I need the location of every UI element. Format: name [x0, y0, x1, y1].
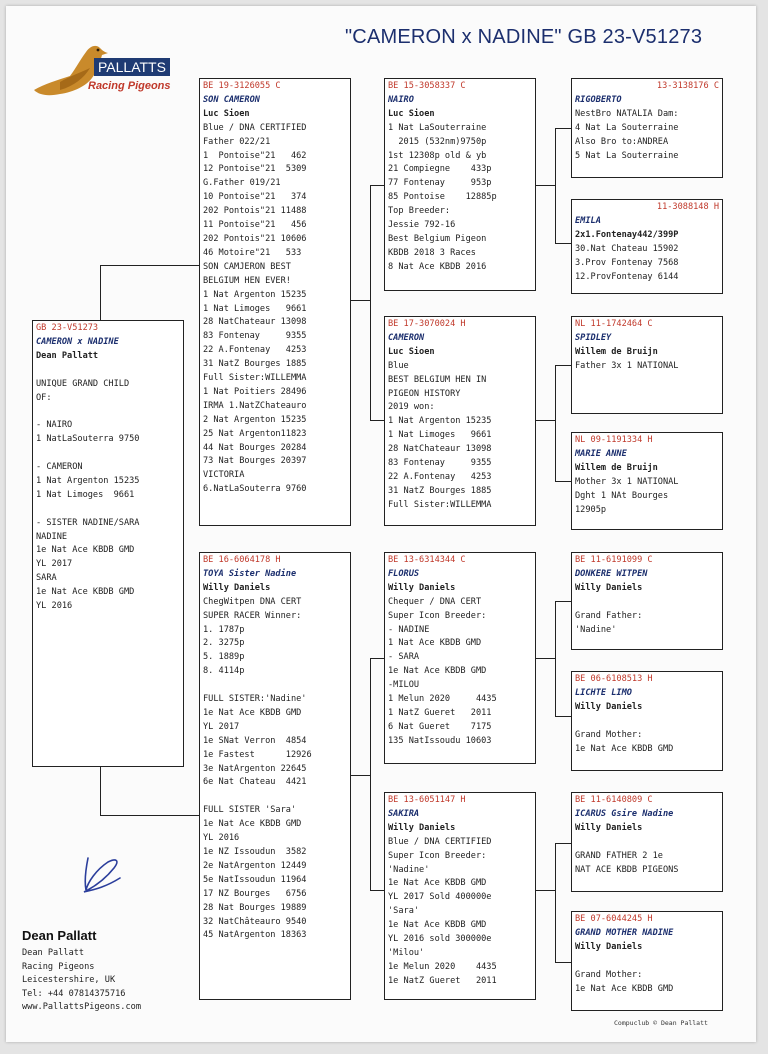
- achievement-line: 45 NatArgenton 18363: [203, 930, 307, 941]
- connector-line: [555, 601, 556, 717]
- contact-line: Leicestershire, UK: [22, 975, 116, 985]
- ring-number: NL 11-1742464 C: [575, 319, 653, 329]
- achievement-line: 1e Nat Ace KBDB GMD: [575, 743, 674, 754]
- achievement-line: 85 Pontoise 12885p: [388, 192, 497, 203]
- achievement-line: VICTORIA: [203, 470, 245, 481]
- achievement-line: YL 2016 sold 300000e: [388, 934, 492, 945]
- achievement-line: 8 Nat Ace KBDB 2016: [388, 261, 487, 272]
- dam-card: [199, 552, 351, 1000]
- dam-dam-sire-card: [571, 792, 723, 892]
- dam-sire-dam-card: [571, 671, 723, 771]
- achievement-line: Grand Father:: [575, 610, 643, 621]
- sire-sire-card: [384, 78, 536, 291]
- achievement-line: IRMA 1.NatZChateauro: [203, 400, 307, 411]
- dam-dam-dam-card: [571, 911, 723, 1011]
- connector-line: [555, 962, 572, 963]
- achievement-line: Best Belgium Pigeon: [388, 233, 487, 244]
- sire-dam-dam-card: [571, 432, 723, 530]
- footer-credit: Compuclub © Dean Pallatt: [614, 1019, 708, 1027]
- achievement-line: NestBro NATALIA Dam:: [575, 108, 679, 119]
- connector-line: [100, 265, 200, 266]
- achievement-line: 1 Nat Poitiers 28496: [203, 386, 307, 397]
- connector-line: [555, 365, 572, 366]
- connector-line: [350, 775, 370, 776]
- achievement-line: 1 Nat LaSouterraine: [388, 122, 487, 133]
- achievement-line: 22 A.Fontenay 4253: [388, 471, 492, 482]
- achievement-line: 1e Nat Ace KBDB GMD: [36, 587, 135, 598]
- owner-name: Luc Sioen: [203, 108, 250, 119]
- achievement-line: PIGEON HISTORY: [388, 388, 461, 399]
- pedigree-title: "CAMERON x NADINE" GB 23-V51273: [345, 26, 703, 48]
- ring-number: GB 23-V51273: [36, 323, 99, 333]
- achievement-line: 1e Melun 2020 4435: [388, 961, 497, 972]
- achievement-line: 46 Motoire"21 533: [203, 247, 302, 258]
- connector-line: [100, 766, 101, 816]
- connector-line: [370, 890, 385, 891]
- achievement-line: 3e NatArgenton 22645: [203, 763, 307, 774]
- achievement-line: 'Sara': [388, 906, 420, 917]
- achievement-line: 10 Pontoise"21 374: [203, 192, 307, 203]
- sire-sire-sire-card: [571, 78, 723, 178]
- achievement-line: 2019 won:: [388, 402, 435, 413]
- achievement-line: [575, 715, 719, 729]
- achievement-line: 1 Pontoise"21 462: [203, 150, 307, 161]
- achievement-line: 202 Pontois"21 10606: [203, 233, 307, 244]
- owner-name: Luc Sioen: [388, 108, 435, 119]
- achievement-line: 1 Melun 2020 4435: [388, 694, 497, 705]
- achievement-line: GRAND FATHER 2 1e: [575, 850, 663, 861]
- connector-line: [350, 300, 370, 301]
- achievement-line: 4 Nat La Souterraine: [575, 122, 679, 133]
- achievement-line: 1e Nat Ace KBDB GMD: [36, 545, 135, 556]
- achievement-line: Father 022/21: [203, 136, 271, 147]
- achievement-line: 31 NatZ Bourges 1885: [203, 359, 307, 370]
- achievement-line: 1 Nat Limoges 9661: [388, 430, 492, 441]
- achievement-line: 1e NZ Issoudun 3582: [203, 847, 307, 857]
- contact-line: Tel: +44 07814375716: [22, 988, 126, 999]
- signature: [76, 848, 126, 898]
- owner-name: Willy Daniels: [575, 701, 643, 712]
- achievement-line: 2. 3275p: [203, 638, 245, 649]
- achievement-line: 17 NZ Bourges 6756: [203, 888, 307, 899]
- pigeon-name: EMILA: [575, 215, 601, 226]
- pigeon-name: LICHTE LIMO: [575, 687, 632, 698]
- achievement-line: 1e Fastest 12926: [203, 749, 312, 760]
- achievement-line: - SISTER NADINE/SARA: [36, 517, 140, 528]
- achievement-line: 1e Nat Ace KBDB GMD: [388, 920, 487, 931]
- achievement-line: 1e Nat Ace KBDB GMD: [388, 878, 487, 889]
- achievement-line: UNIQUE GRAND CHILD: [36, 378, 130, 389]
- owner-name: Willem de Bruijn: [575, 462, 658, 473]
- pigeon-name: TOYA Sister Nadine: [203, 568, 297, 579]
- achievement-line: 44 Nat Bourges 20284: [203, 442, 307, 453]
- achievement-line: 6 Nat Gueret 7175: [388, 721, 492, 732]
- achievement-line: 135 NatIssoudu 10603: [388, 735, 492, 746]
- pigeon-name: RIGOBERTO: [575, 94, 622, 105]
- achievement-line: 32 NatChâteauro 9540: [203, 916, 307, 927]
- achievement-line: 'Milou': [388, 947, 425, 958]
- achievement-line: Blue / DNA CERTIFIED: [203, 122, 307, 133]
- achievement-line: SUPER RACER Winner:: [203, 610, 302, 621]
- achievement-line: KBDB 2018 3 Races: [388, 247, 476, 258]
- achievement-line: 1 Nat Limoges 9661: [36, 489, 135, 500]
- contact-block: [22, 928, 141, 1015]
- achievement-line: 28 Nat Bourges 19889: [203, 902, 307, 913]
- ring-number: 11-3088148 H: [656, 202, 719, 212]
- achievement-line: 202 Pontois"21 11488: [203, 206, 307, 217]
- connector-line: [370, 658, 371, 891]
- connector-line: [535, 890, 555, 891]
- ring-number: BE 11-6191099 C: [575, 555, 653, 565]
- achievement-line: [36, 405, 180, 419]
- connector-line: [100, 815, 200, 816]
- achievement-line: 83 Fontenay 9355: [203, 331, 307, 342]
- achievement-line: -MILOU: [388, 680, 420, 691]
- pigeon-name: CAMERON: [388, 332, 425, 343]
- pigeon-name: GRAND MOTHER NADINE: [575, 927, 674, 938]
- achievement-line: 8. 4114p: [203, 666, 245, 677]
- achievement-line: YL 2017: [203, 721, 240, 732]
- achievement-line: Super Icon Breeder:: [388, 610, 487, 621]
- pigeon-name: ICARUS Gsire Nadine: [575, 808, 674, 819]
- achievement-line: 1e SNat Verron 4854: [203, 735, 307, 746]
- achievement-line: [36, 503, 180, 517]
- achievement-line: Full Sister:WILLEMMA: [388, 499, 492, 510]
- achievement-line: FULL SISTER:'Nadine': [203, 694, 307, 705]
- achievement-line: Top Breeder:: [388, 206, 451, 217]
- connector-line: [370, 185, 385, 186]
- connector-line: [535, 658, 555, 659]
- achievement-line: 2 Nat Argenton 15235: [203, 414, 307, 425]
- achievement-line: 1 Nat Argenton 15235: [36, 475, 140, 486]
- achievement-line: [575, 596, 719, 610]
- website-link[interactable]: www.PallattsPigeons.com: [22, 1002, 141, 1012]
- connector-line: [555, 843, 572, 844]
- contact-line: Dean Pallatt: [22, 948, 85, 958]
- owner-name: Willy Daniels: [575, 822, 643, 833]
- achievement-line: G.Father 019/21: [203, 178, 281, 189]
- achievement-line: Dght 1 NAt Bourges: [575, 490, 669, 501]
- ring-number: BE 06-6108513 H: [575, 674, 653, 684]
- achievement-line: 28 NatChateaur 13098: [388, 444, 492, 455]
- connector-line: [555, 128, 572, 129]
- achievement-line: 5 Nat La Souterraine: [575, 150, 679, 161]
- connector-line: [535, 185, 555, 186]
- ring-number: BE 17-3070024 H: [388, 319, 466, 329]
- achievement-line: 83 Fontenay 9355: [388, 458, 492, 469]
- ring-number: 13-3138176 C: [656, 81, 719, 91]
- achievement-line: NADINE: [36, 531, 68, 542]
- achievement-line: 5. 1889p: [203, 652, 245, 663]
- achievement-line: 21 Compiegne 433p: [388, 164, 492, 175]
- dam-sire-card: [384, 552, 536, 764]
- achievement-line: FULL SISTER 'Sara': [203, 805, 297, 816]
- pigeon-name: FLORUS: [388, 568, 420, 579]
- achievement-line: 12905p: [575, 504, 607, 515]
- owner-name: Willy Daniels: [388, 822, 456, 833]
- pigeon-name: NAIRO: [388, 94, 414, 105]
- achievement-line: Jessie 792-16: [388, 220, 456, 231]
- connector-line: [555, 601, 572, 602]
- connector-line: [555, 843, 556, 963]
- pigeon-name: SON CAMERON: [203, 94, 260, 105]
- achievement-line: Grand Mother:: [575, 729, 643, 740]
- sire-dam-card: [384, 316, 536, 526]
- achievement-line: 1e Nat Ace KBDB GMD: [203, 819, 302, 830]
- achievement-line: Also Bro to:ANDREA: [575, 136, 669, 147]
- achievement-line: 1st 12308p old & yb: [388, 150, 487, 161]
- achievement-line: 1. 1787p: [203, 624, 245, 635]
- connector-line: [370, 185, 371, 421]
- achievement-line: 31 NatZ Bourges 1885: [388, 485, 492, 496]
- achievement-line: 5e NatIssoudun 11964: [203, 874, 307, 885]
- achievement-line: SARA: [36, 573, 57, 584]
- achievement-line: [575, 955, 719, 969]
- logo-wordmark: PALLATTS: [94, 58, 170, 76]
- connector-line: [370, 658, 385, 659]
- achievement-line: 1 NatLaSouterra 9750: [36, 434, 140, 445]
- achievement-line: Chequer / DNA CERT: [388, 596, 482, 607]
- achievement-line: 6.NatLaSouterra 9760: [203, 484, 307, 495]
- ring-number: BE 07-6044245 H: [575, 914, 653, 924]
- achievement-line: 1e Nat Ace KBDB GMD: [203, 707, 302, 718]
- achievement-line: 73 Nat Bourges 20397: [203, 456, 307, 467]
- achievement-line: SON CAMJERON BEST: [203, 261, 291, 272]
- pigeon-name: SAKIRA: [388, 808, 420, 819]
- connector-line: [555, 481, 572, 482]
- achievement-line: BEST BELGIUM HEN IN: [388, 374, 487, 385]
- ring-number: BE 15-3058337 C: [388, 81, 466, 91]
- sire-card: [199, 78, 351, 526]
- contact-line: Racing Pigeons: [22, 961, 95, 972]
- achievement-line: [36, 447, 180, 461]
- achievement-line: 6e Nat Chateau 4421: [203, 777, 307, 788]
- ring-number: BE 16-6064178 H: [203, 555, 281, 565]
- dam-sire-sire-card: [571, 552, 723, 650]
- achievement-line: 12.ProvFontenay 6144: [575, 271, 679, 282]
- achievement-line: Father 3x 1 NATIONAL: [575, 360, 679, 371]
- achievement-line: - NADINE: [388, 624, 430, 635]
- achievement-line: 1 NatZ Gueret 2011: [388, 707, 492, 718]
- achievement-line: 3.Prov Fontenay 7568: [575, 257, 679, 268]
- pigeon-name: DONKERE WITPEN: [575, 568, 648, 579]
- ring-number: BE 13-6051147 H: [388, 795, 466, 805]
- achievement-line: 77 Fontenay 953p: [388, 178, 492, 189]
- achievement-line: [575, 836, 719, 850]
- ring-number: BE 13-6314344 C: [388, 555, 466, 565]
- achievement-line: OF:: [36, 392, 52, 403]
- owner-name: Dean Pallatt: [36, 350, 99, 361]
- logo-tagline: Racing Pigeons: [88, 80, 171, 92]
- pigeon-name: CAMERON x NADINE: [36, 336, 119, 347]
- achievement-line: YL 2016: [36, 601, 73, 612]
- achievement-line: 1e Nat Ace KBDB GMD: [575, 983, 674, 994]
- achievement-line: - NAIRO: [36, 420, 73, 431]
- achievement-line: 30.Nat Chateau 15902: [575, 243, 679, 254]
- connector-line: [555, 365, 556, 482]
- owner-name: Willy Daniels: [203, 582, 271, 593]
- achievement-line: 1 Nat Limoges 9661: [203, 303, 307, 314]
- achievement-line: YL 2017: [36, 559, 73, 570]
- owner-name: Luc Sioen: [388, 346, 435, 357]
- achievement-line: [203, 679, 347, 693]
- contact-title: Dean Pallatt: [22, 928, 97, 943]
- owner-name: Willem de Bruijn: [575, 346, 658, 357]
- sire-sire-dam-card: [571, 199, 723, 294]
- connector-line: [555, 128, 556, 244]
- connector-line: [555, 716, 572, 717]
- achievement-line: Grand Mother:: [575, 969, 643, 980]
- ring-number: BE 19-3126055 C: [203, 81, 281, 91]
- achievement-line: 28 NatChateaur 13098: [203, 317, 307, 328]
- sire-dam-sire-card: [571, 316, 723, 414]
- owner-name: Willy Daniels: [388, 582, 456, 593]
- achievement-line: NAT ACE KBDB PIGEONS: [575, 864, 679, 875]
- achievement-line: 1 Nat Argenton 15235: [203, 289, 307, 300]
- achievement-line: YL 2017 Sold 400000e: [388, 892, 492, 903]
- ring-number: BE 11-6140809 C: [575, 795, 653, 805]
- connector-line: [535, 420, 555, 421]
- achievement-line: 1 Nat Ace KBDB GMD: [388, 638, 482, 649]
- achievement-line: ChegWitpen DNA CERT: [203, 596, 302, 607]
- subject-pigeon-card: [32, 320, 184, 767]
- achievement-line: 25 Nat Argenton11823: [203, 428, 307, 439]
- achievement-line: - SARA: [388, 652, 420, 663]
- connector-line: [370, 420, 385, 421]
- achievement-line: 2015 (532nm)9750p: [388, 136, 487, 147]
- achievement-line: YL 2016: [203, 833, 240, 844]
- achievement-line: 1e NatZ Gueret 2011: [388, 975, 497, 986]
- achievement-line: Full Sister:WILLEMMA: [203, 373, 307, 384]
- achievement-line: 'Nadine': [575, 624, 617, 635]
- achievement-line: 1e Nat Ace KBDB GMD: [388, 666, 487, 677]
- achievement-line: 1 Nat Argenton 15235: [388, 416, 492, 427]
- ring-number: NL 09-1191334 H: [575, 435, 653, 445]
- owner-name: Willy Daniels: [575, 941, 643, 952]
- achievement-line: 'Nadine': [388, 864, 430, 875]
- achievement-line: 11 Pontoise"21 456: [203, 220, 307, 231]
- connector-line: [100, 265, 101, 321]
- owner-name: Willy Daniels: [575, 582, 643, 593]
- achievement-line: Mother 3x 1 NATIONAL: [575, 476, 679, 487]
- achievement-line: Blue: [388, 360, 409, 371]
- owner-name: 2x1.Fontenay442/399P: [575, 229, 679, 240]
- connector-line: [555, 243, 572, 244]
- achievement-line: - CAMERON: [36, 462, 83, 473]
- achievement-line: [203, 790, 347, 804]
- pigeon-name: MARIE ANNE: [575, 448, 627, 459]
- achievement-line: BELGIUM HEN EVER!: [203, 275, 291, 286]
- achievement-line: 12 Pontoise"21 5309: [203, 164, 307, 175]
- pigeon-name: SPIDLEY: [575, 332, 612, 343]
- achievement-line: 22 A.Fontenay 4253: [203, 345, 307, 356]
- dam-dam-card: [384, 792, 536, 1000]
- achievement-line: [36, 364, 180, 378]
- achievement-line: 2e NatArgenton 12449: [203, 860, 307, 871]
- achievement-line: Super Icon Breeder:: [388, 850, 487, 861]
- achievement-line: Blue / DNA CERTIFIED: [388, 836, 492, 847]
